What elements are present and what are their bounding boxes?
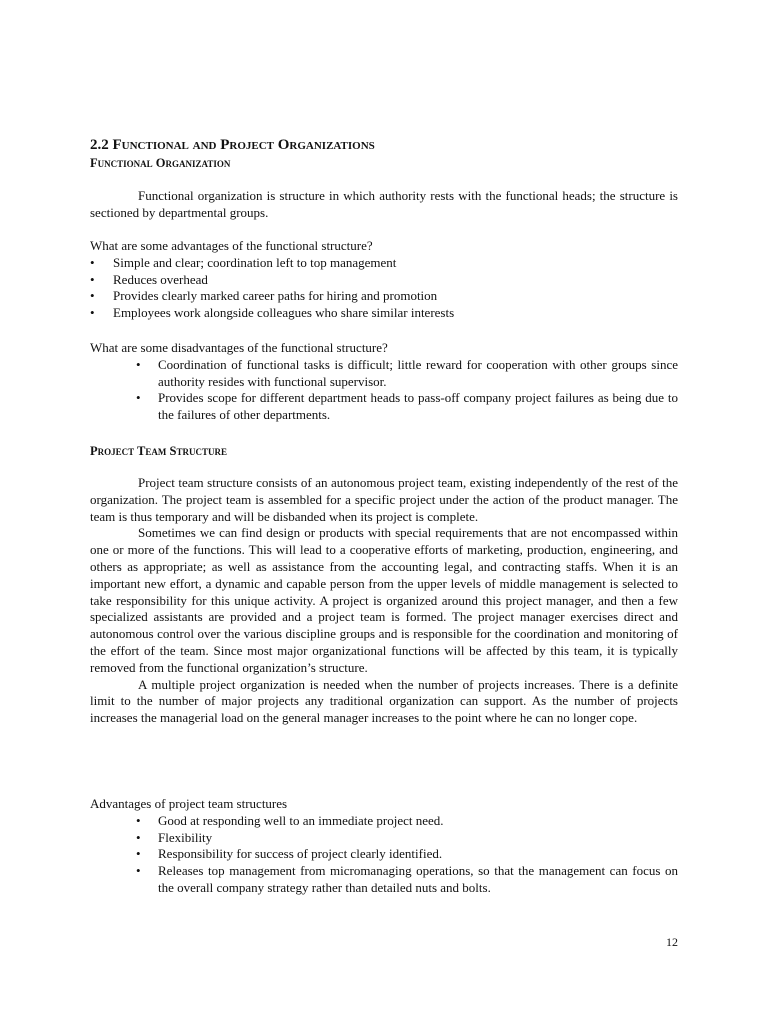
bullet: • <box>136 863 141 879</box>
bullet: • <box>136 390 141 406</box>
list-item <box>90 863 678 897</box>
list-item <box>90 390 678 424</box>
disadvantages-question: What are some disadvantages of the functional structure? <box>90 340 388 355</box>
bullet: • <box>136 846 141 862</box>
list-item-text: Flexibility <box>158 829 213 845</box>
bullet: • <box>136 356 141 372</box>
list-item-text: Responsibility for success of project clearly identified. <box>158 846 443 862</box>
advantages-question: What are some advantages of the functional structure? <box>90 238 373 253</box>
disadvantages-list <box>90 357 678 424</box>
list-item <box>90 846 678 863</box>
bullet: • <box>136 812 141 828</box>
bullet: • <box>136 829 141 845</box>
list-item-text: Coordination of functional tasks is difficult; little reward for cooperation with other groups since authority resides with functional supervisor. <box>158 356 678 389</box>
project-paragraph-2: Sometimes we can find design or products with special requirements that are not encompassed within one or more of the functions. This will lead to a cooperative efforts of marketing, production, engineering, and others as appropriate; as well as assistance from the accounting legal, and contracting staffs. When it is an important new effort, a dynamic and capable person from the upper levels of middle management is selected to take responsibility for this unique activity. A project is organized around this project manager, and then a few specialized assistants are provided and a project team is formed. The project manager exercises direct and autonomous control over the various discipline groups and is responsible for the coordination and monitoring of the effort of the team. Since most major organizational functions will be affected by this team, it is typically removed from the functional organization’s structure. <box>90 525 678 675</box>
list-item-text: Releases top management from micromanaging operations, so that the management can focus on the overall company strategy rather than detailed nuts and bolts. <box>158 863 678 895</box>
advantages-block <box>90 238 678 322</box>
list-item: • Provides clearly marked career paths for hiring and promotion <box>90 288 678 305</box>
page-number: 12 <box>666 935 678 949</box>
list-item <box>90 830 678 847</box>
project-paragraph-1: Project team structure consists of an autonomous project team, existing independently of the rest of the organization. The project team is assembled for a specific project under the action of the product manager. The team is thus temporary and will be disbanded when its project is complete. <box>90 475 678 524</box>
project-advantages-block <box>90 796 678 897</box>
advantages-list <box>90 255 678 322</box>
list-item: • Employees work alongside colleagues who share similar interests <box>90 305 678 322</box>
project-advantages-heading: Advantages of project team structures <box>90 796 288 811</box>
functional-intro-block <box>90 188 678 222</box>
section-title: 2.2 Functional and Project Organizations <box>90 137 375 153</box>
list-item: • Simple and clear; coordination left to top management <box>90 255 678 272</box>
project-paragraph-3: A multiple project organization is needed when the number of projects increases. There is a definite limit to the number of major projects any traditional organization can support. As the number of projects increases the managerial load on the general manager increases to the point where he can no longer cope. <box>90 676 678 726</box>
functional-heading: Functional Organization <box>90 156 231 170</box>
list-item <box>90 357 678 391</box>
project-paragraphs <box>90 475 678 727</box>
disadvantages-block <box>90 340 678 424</box>
list-item-text: Good at responding well to an immediate project need. <box>158 812 444 828</box>
list-item <box>90 813 678 830</box>
project-advantages-list <box>90 813 678 897</box>
document-page <box>90 0 678 1024</box>
project-heading: Project Team Structure <box>90 444 227 458</box>
list-item: • Reduces overhead <box>90 272 678 289</box>
list-item-text: Provides scope for different department heads to pass-off company project failures as being due to the failures of other departments. <box>158 390 678 423</box>
functional-intro: Functional organization is structure in which authority rests with the functional heads; the structure is sectioned by departmental groups. <box>90 188 678 220</box>
